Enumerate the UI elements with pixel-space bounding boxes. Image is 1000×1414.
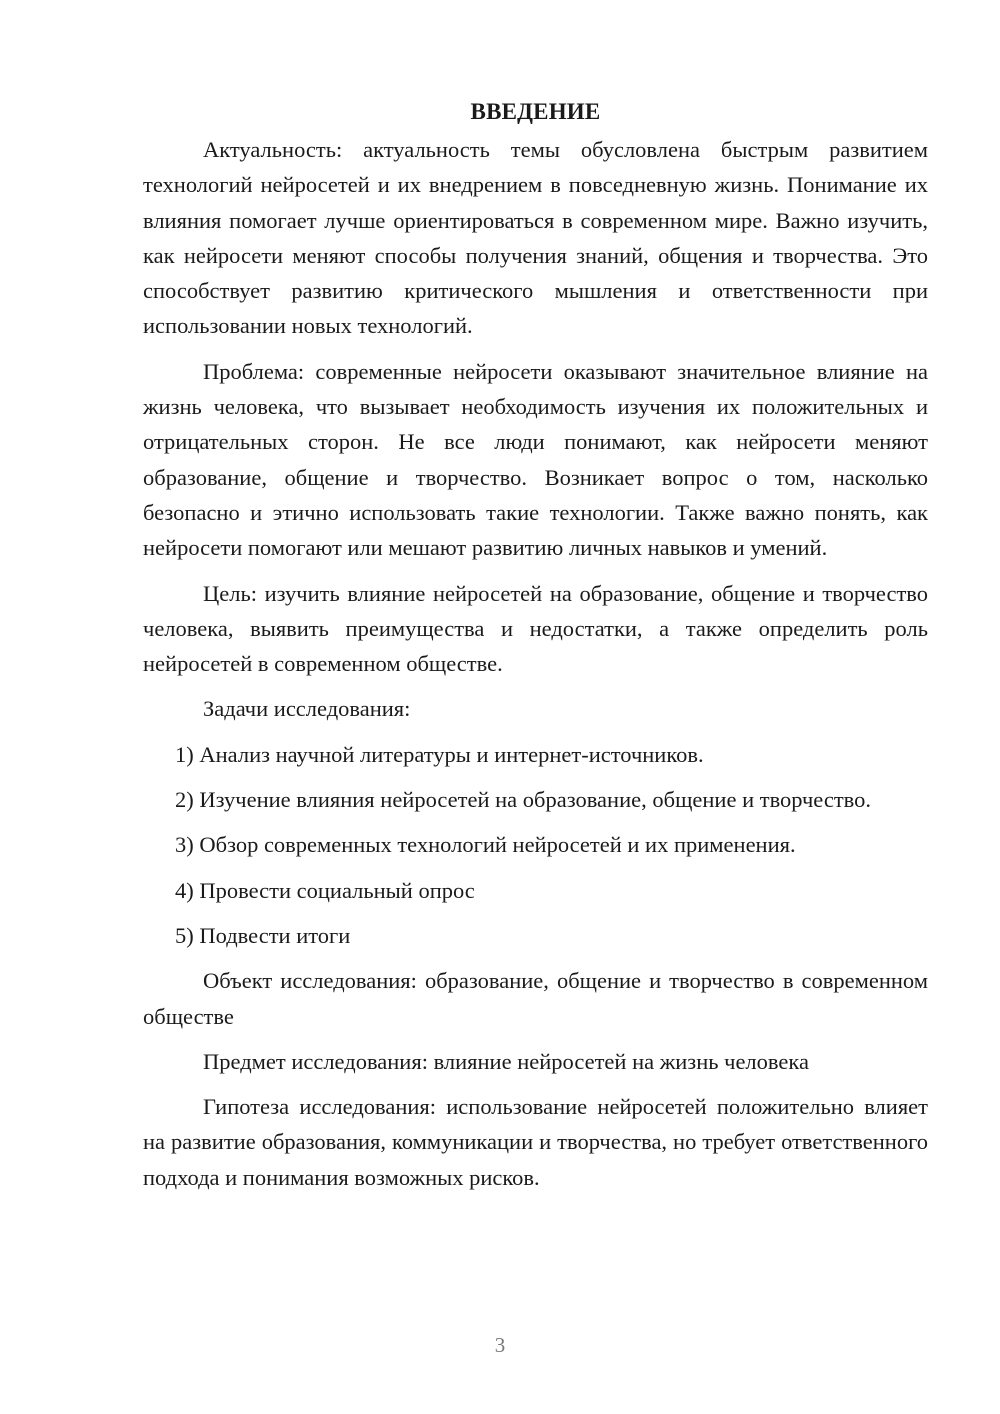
task-item-1: 1) Анализ научной литературы и интернет-источников.: [175, 741, 704, 767]
task-item-2: 2) Изучение влияния нейросетей на образование, общение и творчество.: [175, 787, 872, 813]
page-title: ВВЕДЕНИЕ: [470, 99, 601, 124]
task-item-3: 3) Обзор современных технологий нейросетей и их применения.: [175, 832, 796, 858]
subject-paragraph: Предмет исследования: влияние нейросетей на жизнь человека: [203, 1048, 809, 1074]
relevance-paragraph: Актуальность: актуальность темы обусловлена быстрым развитием технологий нейросетей и их внедрением в повседневную жизнь. Понимание их влияния помогает лучше ориентироваться в современном мире. Важно изучить, как нейросети меняют способы получения знаний, общения и творчества. Это способствует развитию критического мышления и ответственности при использовании новых технологий.: [143, 137, 928, 339]
task-item-5: 5) Подвести итоги: [175, 922, 351, 948]
object-paragraph: Объект исследования: образование, общение и творчество в современном обществе: [143, 968, 928, 1029]
page-number: 3: [494, 1333, 506, 1357]
document-page: [143, 94, 928, 1195]
problem-paragraph: Проблема: современные нейросети оказывают значительное влияние на жизнь человека, что вызывает необходимость изучения их положительных и отрицательных сторон. Не все люди понимают, как нейросети меняют образование, общение и творчество. Возникает вопрос о том, насколько безопасно и этично использовать такие технологии. Также важно понять, как нейросети помогают или мешают развитию личных навыков и умений.: [143, 358, 928, 561]
tasks-heading: Задачи исследования:: [203, 696, 411, 722]
task-item-4: 4) Провести социальный опрос: [175, 877, 475, 903]
goal-paragraph: Цель: изучить влияние нейросетей на образование, общение и творчество человека, выявить преимущества и недостатки, а также определить роль нейросетей в современном обществе.: [143, 580, 928, 677]
hypothesis-paragraph: Гипотеза исследования: использование нейросетей положительно влияет на развитие образования, коммуникации и творчества, но требует ответственного подхода и понимания возможных рисков.: [143, 1094, 928, 1190]
